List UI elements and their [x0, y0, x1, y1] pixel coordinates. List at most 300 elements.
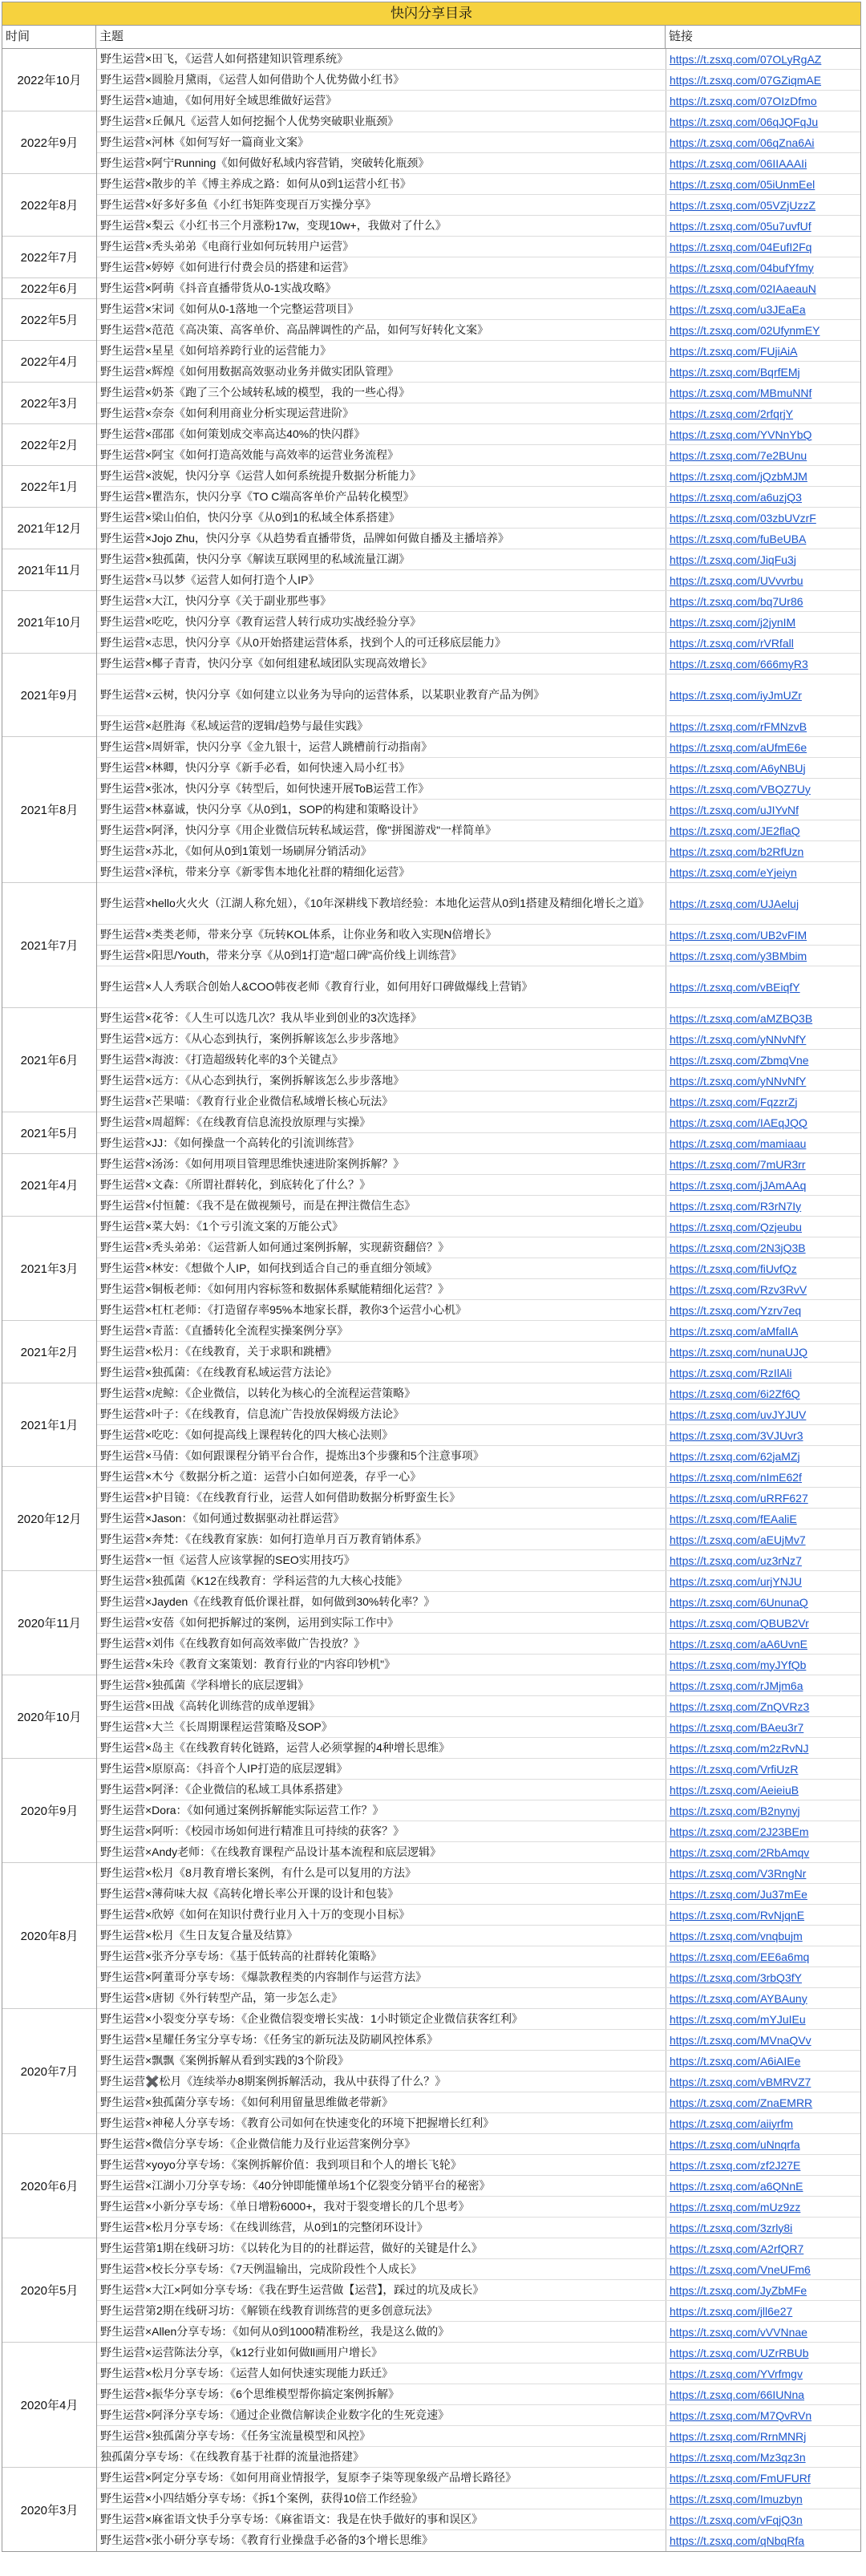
table-row: [97, 2468, 860, 2489]
link-cell[interactable]: https://t.zsxq.com/aUfmE6e: [670, 740, 807, 754]
topic-cell: 野生运营×林安：《想做个人IP，如何找到适合自己的垂直细分领域》: [97, 1258, 666, 1278]
topic-cell: 野生运营×赵胜海《私域运营的逻辑/趋势与最佳实践》: [97, 716, 666, 736]
month-cell: 2020年11月: [2, 1571, 96, 1675]
table-row: [97, 1842, 860, 1863]
table-row: [97, 1946, 860, 1967]
link-cell[interactable]: https://t.zsxq.com/02IAaeauN: [670, 281, 816, 295]
link-cell[interactable]: https://t.zsxq.com/6i2Zf6Q: [670, 1387, 800, 1400]
link-cell[interactable]: https://t.zsxq.com/A6yNBUj: [670, 761, 806, 775]
table-row: [97, 925, 860, 946]
table-row: [97, 2134, 860, 2155]
topic-cell: 野生运营×波妮，快闪分享《运营人如何系统提升数据分析能力》: [97, 466, 666, 486]
topic-cell: 野生运营×小新分享专场：《单日增粉6000+，我对于裂变增长的几个思考》: [97, 2197, 666, 2217]
table-row: [97, 1363, 860, 1383]
month-cell: 2021年4月: [2, 1154, 96, 1217]
table-row: [97, 1071, 860, 1092]
link-cell[interactable]: https://t.zsxq.com/Imuzbyn: [670, 2492, 803, 2505]
month-cell: 2020年7月: [2, 2009, 96, 2134]
link-cell[interactable]: https://t.zsxq.com/Yzrv7eq: [670, 1303, 802, 1317]
link-cell[interactable]: https://t.zsxq.com/66IUNna: [670, 2388, 805, 2401]
link-cell[interactable]: https://t.zsxq.com/vBEiqfY: [670, 980, 800, 994]
topic-cell: 野生运营第1期在线研习坊：《以转化为目的的社群运营，做好的关键是什么》: [97, 2238, 666, 2258]
link-cell[interactable]: https://t.zsxq.com/07GZiqmAE: [670, 73, 822, 87]
topic-cell: 野生运营×hello火火火（江湖人称允妞），《10年深耕线下教培经验：本地化运营从0到1搭建及精细化增长之道》: [97, 883, 666, 924]
table-row: [97, 2030, 860, 2051]
link-cell[interactable]: https://t.zsxq.com/VrfiUzR: [670, 1762, 799, 1776]
link-cell[interactable]: https://t.zsxq.com/aiiyrfm: [670, 2116, 794, 2130]
topic-cell: 野生运营×青蓝：《直播转化全流程实操案例分享》: [97, 1321, 666, 1341]
table-row: [97, 1863, 860, 1884]
link-cell[interactable]: https://t.zsxq.com/aEUjMv7: [670, 1533, 806, 1546]
topic-cell: 野生运营×吃吃：《如何提高线上课程转化的四大核心法则》: [97, 1425, 666, 1445]
link-cell[interactable]: https://t.zsxq.com/jJAmAAq: [670, 1178, 807, 1192]
month-cell: 2022年1月: [2, 466, 96, 508]
topic-cell: 野生运营×婷婷《如何进行付费会员的搭建和运营》: [97, 257, 666, 277]
table-row: [97, 1446, 860, 1467]
link-cell[interactable]: https://t.zsxq.com/2N3jQ3B: [670, 1241, 806, 1254]
table-row: [97, 2405, 860, 2426]
table-row: [97, 278, 860, 299]
month-cell: 2021年12月: [2, 508, 96, 549]
topic-cell: 野生运营×松月《生日友复合量及结算》: [97, 1926, 666, 1946]
link-cell[interactable]: https://t.zsxq.com/7mUR3rr: [670, 1157, 806, 1171]
table-row: [97, 1112, 860, 1133]
link-cell[interactable]: https://t.zsxq.com/yNNvNfY: [670, 1074, 807, 1088]
topic-cell: 野生运营×秃头弟弟《电商行业如何玩转用户运营》: [97, 237, 666, 257]
table-row: [97, 403, 860, 424]
table-row: [97, 1404, 860, 1425]
topic-cell: 野生运营第2期在线研习坊：《解锁在线教育训练营的更多创意玩法》: [97, 2301, 666, 2321]
link-cell[interactable]: https://t.zsxq.com/fEAaliE: [670, 1512, 797, 1525]
link-cell[interactable]: https://t.zsxq.com/rFMNzvB: [670, 719, 807, 733]
link-cell[interactable]: https://t.zsxq.com/05u7uvfUf: [670, 219, 811, 233]
link-cell[interactable]: https://t.zsxq.com/nImE62f: [670, 1470, 802, 1484]
link-cell[interactable]: https://t.zsxq.com/7e2BUnu: [670, 448, 807, 462]
topic-cell: 野生运营×JJ：《如何操盘一个高转化的引流训练营》: [97, 1133, 666, 1153]
table-row: [97, 612, 860, 633]
link-cell[interactable]: https://t.zsxq.com/uz3rNz7: [670, 1553, 802, 1567]
link-cell[interactable]: https://t.zsxq.com/JiqFu3j: [670, 553, 796, 566]
topic-cell: 野生运营×校长分享专场：《7天例温输出，完成阶段性个人成长》: [97, 2259, 666, 2279]
topic-cell: 野生运营×吃吃，快闪分享《教育运营人转行成功实战经验分享》: [97, 612, 666, 632]
topic-cell: 野生运营×大江，快闪分享《关于副业那些事》: [97, 591, 666, 611]
topic-cell: 野生运营×唐韧《外行转型产品，第一步怎么走》: [97, 1988, 666, 2008]
link-cell[interactable]: https://t.zsxq.com/a6uzjQ3: [670, 490, 802, 504]
table-row: [97, 674, 860, 716]
topic-cell: 野生运营×Allen分享专场：《如何从0到1000精准粉丝，我是这么做的》: [97, 2322, 666, 2342]
link-cell[interactable]: https://t.zsxq.com/05VZjUzzZ: [670, 198, 816, 212]
topic-cell: 野生运营×微信分享专场：《企业微信能力及行业运营案例分享》: [97, 2134, 666, 2154]
table-row: [97, 529, 860, 549]
table-row: [97, 758, 860, 779]
topic-cell: 野生运营×安蓓《如何把拆解过的案例，运用到实际工作中》: [97, 1613, 666, 1633]
link-cell[interactable]: https://t.zsxq.com/zf2J27E: [670, 2158, 801, 2172]
table-row: [97, 257, 860, 278]
link-cell[interactable]: https://t.zsxq.com/uRRF627: [670, 1491, 808, 1505]
topic-cell: 野生运营×松月分享专场：《在线训练营，从0到1的完整闭环设计》: [97, 2218, 666, 2238]
table-row: [97, 174, 860, 195]
topic-cell: 野生运营×秃头弟弟：《运营新人如何通过案例拆解，实现薪资翻倍？》: [97, 1237, 666, 1258]
link-cell[interactable]: https://t.zsxq.com/bq7Ur86: [670, 594, 803, 608]
month-cell: 2021年11月: [2, 549, 96, 591]
topic-cell: 野生运营×马倩：《如何跟课程分销平台合作，提炼出3个步骤和5个注意事项》: [97, 1446, 666, 1466]
topic-cell: 野生运营×独孤菌分享专场：《任务宝流量模型和风控》: [97, 2426, 666, 2446]
link-cell[interactable]: https://t.zsxq.com/UJAeluj: [670, 897, 799, 910]
link-cell[interactable]: https://t.zsxq.com/iyJmUZr: [670, 688, 802, 702]
topic-cell: 野生运营×星耀任务宝分享专场：《任务宝的新玩法及防刷风控体系》: [97, 2030, 666, 2050]
month-cell: 2022年3月: [2, 383, 96, 424]
topic-cell: 野生运营×散步的羊《博主养成之路：如何从0到1运营小红书》: [97, 174, 666, 194]
link-cell[interactable]: https://t.zsxq.com/AYBAuny: [670, 1991, 807, 2005]
table-row: [97, 1988, 860, 2009]
link-cell[interactable]: https://t.zsxq.com/ZnaEMRR: [670, 2096, 813, 2109]
link-cell[interactable]: https://t.zsxq.com/YVNnYbQ: [670, 427, 812, 441]
month-cell: 2020年12月: [2, 1467, 96, 1571]
table-row: [97, 2051, 860, 2072]
topic-cell: 野生运营×阿宁Running《如何做好私域内容营销，突破转化瓶颈》: [97, 153, 666, 173]
link-cell[interactable]: https://t.zsxq.com/Mz3qz3n: [670, 2450, 806, 2464]
topic-cell: 野生运营×Jojo Zhu，快闪分享《从趋势看直播带货，品牌如何做自播及主播培养》: [97, 529, 666, 549]
table-row: [97, 299, 860, 320]
link-cell[interactable]: https://t.zsxq.com/04EufI2Fq: [670, 240, 812, 253]
month-cell: 2022年8月: [2, 174, 96, 237]
table-row: [97, 341, 860, 362]
link-cell[interactable]: https://t.zsxq.com/666myR3: [670, 657, 808, 670]
topic-cell: 野生运营×邵邵《如何策划成交率高达40%的快闪群》: [97, 424, 666, 444]
link-cell[interactable]: https://t.zsxq.com/06qJQFqJu: [670, 115, 819, 128]
topic-cell: 野生运营×阿定分享专场：《如何用商业情报学，复原李子柒等现象级产品增长路径》: [97, 2468, 666, 2488]
table-row: [97, 2384, 860, 2405]
table-row: [97, 132, 860, 153]
table-row: [97, 1780, 860, 1800]
table-row: [97, 1905, 860, 1926]
link-cell[interactable]: https://t.zsxq.com/MVnaQVv: [670, 2033, 811, 2047]
table-row: [97, 1821, 860, 1842]
link-cell[interactable]: https://t.zsxq.com/vVVNnae: [670, 2325, 807, 2339]
topic-cell: 野生运营×周妍霏，快闪分享《金九银十，运营人跳槽前行动指南》: [97, 737, 666, 757]
link-cell[interactable]: https://t.zsxq.com/06IIAAAIi: [670, 156, 807, 170]
table-row: [97, 1258, 860, 1279]
link-cell[interactable]: https://t.zsxq.com/vnqbujm: [670, 1929, 803, 1942]
link-cell[interactable]: https://t.zsxq.com/A6iAIEe: [670, 2054, 801, 2068]
header-time: 时间: [2, 26, 96, 48]
table-row: [97, 2530, 860, 2551]
topic-cell: 野生运营×付恒麓：《我不是在做视频号，而是在押注微信生态》: [97, 1196, 666, 1216]
table-row: [97, 1759, 860, 1780]
link-cell[interactable]: https://t.zsxq.com/2RbAmqv: [670, 1845, 810, 1859]
topic-cell: 野生运营×护目镜：《在线教育行业，运营人如何借助数据分析野蛮生长》: [97, 1488, 666, 1508]
link-cell[interactable]: https://t.zsxq.com/nunaUJQ: [670, 1345, 807, 1359]
topic-cell: 野生运营×运营陈法分享，《k12行业如何做ll画用户增长》: [97, 2343, 666, 2363]
table-row: [97, 2301, 860, 2322]
link-cell[interactable]: https://t.zsxq.com/Ju37mEe: [670, 1887, 807, 1901]
month-cell: 2021年1月: [2, 1383, 96, 1467]
table-row: [97, 153, 860, 174]
topic-cell: 野生运营×辉煌《如何用数据高效驱动业务并做实团队管理》: [97, 362, 666, 382]
table-row: [97, 883, 860, 925]
link-cell[interactable]: https://t.zsxq.com/62jaMZj: [670, 1449, 800, 1463]
topic-cell: 野生运营×阿宝《如何打造高效能与高效率的运营业务流程》: [97, 445, 666, 465]
topic-cell: 野生运营×远方：《从心态到执行，案例拆解该怎么步步落地》: [97, 1071, 666, 1091]
month-cell: 2021年7月: [2, 883, 96, 1008]
topic-cell: 野生运营×迪迪，《如何用好全域思维做好运营》: [97, 91, 666, 111]
topic-cell: 野生运营×奔梵：《在线教育家族：如何打造单月百万教育销体系》: [97, 1529, 666, 1549]
link-cell[interactable]: https://t.zsxq.com/JyZbMFe: [670, 2283, 807, 2297]
topic-cell: 野生运营×张冰，快闪分享《转型后，如何快速开展ToB运营工作》: [97, 779, 666, 799]
link-cell[interactable]: https://t.zsxq.com/vFqjQ3n: [670, 2513, 803, 2526]
month-cell: 2021年5月: [2, 1112, 96, 1154]
link-cell[interactable]: https://t.zsxq.com/B2nynyj: [670, 1804, 800, 1817]
link-cell[interactable]: https://t.zsxq.com/AeieiuB: [670, 1783, 799, 1796]
topic-cell: 野生运营×Jason：《如何通过数据驱动社群运营》: [97, 1509, 666, 1529]
link-cell[interactable]: https://t.zsxq.com/FqzzrZj: [670, 1095, 798, 1108]
table-row: [97, 591, 860, 612]
table-row: [97, 383, 860, 403]
table-row: [97, 1383, 860, 1404]
topic-cell: 野生运营×朱玲《教育文案策划：教育行业的"内容印钞机"》: [97, 1655, 666, 1675]
link-cell[interactable]: https://t.zsxq.com/UVvvrbu: [670, 573, 803, 587]
table-row: [97, 716, 860, 737]
table-row: [97, 1613, 860, 1634]
link-cell[interactable]: https://t.zsxq.com/rJMjm6a: [670, 1679, 803, 1692]
table-row: [97, 1196, 860, 1217]
topic-cell: 野生运营×阿董哥分享专场：《爆款教程类的内容制作与运营方法》: [97, 1967, 666, 1987]
link-cell[interactable]: https://t.zsxq.com/eYjeiyn: [670, 865, 797, 879]
link-cell[interactable]: https://t.zsxq.com/JE2flaQ: [670, 824, 800, 837]
link-cell[interactable]: https://t.zsxq.com/myJYfQb: [670, 1658, 807, 1671]
link-cell[interactable]: https://t.zsxq.com/BAeu3r7: [670, 1720, 804, 1734]
link-cell[interactable]: https://t.zsxq.com/BqrfEMj: [670, 365, 800, 379]
month-cell: 2022年10月: [2, 49, 96, 111]
link-cell[interactable]: https://t.zsxq.com/j2jynIM: [670, 615, 796, 629]
table-row: [97, 1425, 860, 1446]
month-cell: 2022年9月: [2, 111, 96, 174]
table-row: [97, 1300, 860, 1321]
topic-cell: 野生运营×松月：《在线教育，关于求职和跳槽》: [97, 1342, 666, 1362]
link-cell[interactable]: https://t.zsxq.com/RrnMNRj: [670, 2429, 807, 2443]
header-topic: 主题: [96, 26, 666, 48]
link-cell[interactable]: https://t.zsxq.com/y3BMbim: [670, 949, 807, 962]
table-row: [97, 1926, 860, 1946]
table-row: [97, 2489, 860, 2509]
table-row: [97, 1634, 860, 1655]
topic-cell: 野生运营×阿听：《校园市场如何进行精准且可持续的获客？》: [97, 1821, 666, 1841]
link-cell[interactable]: https://t.zsxq.com/2rfqrjY: [670, 407, 794, 420]
month-cell: 2021年2月: [2, 1321, 96, 1383]
link-cell[interactable]: https://t.zsxq.com/M7QvRVn: [670, 2408, 812, 2422]
link-cell[interactable]: https://t.zsxq.com/07OIzDfmo: [670, 94, 817, 107]
table-row: [97, 2176, 860, 2197]
month-cell: 2020年10月: [2, 1675, 96, 1759]
link-cell[interactable]: https://t.zsxq.com/02UfynmEY: [670, 323, 820, 337]
link-cell[interactable]: https://t.zsxq.com/a6QNnE: [670, 2179, 803, 2193]
link-cell[interactable]: https://t.zsxq.com/6UnunaQ: [670, 1595, 808, 1609]
link-cell[interactable]: https://t.zsxq.com/V3RngNr: [670, 1866, 807, 1880]
link-cell[interactable]: https://t.zsxq.com/rVRfall: [670, 636, 794, 650]
topic-cell: 野生运营×Jayden《在线教育低价课社群，如何做到30%转化率？》: [97, 1592, 666, 1612]
topic-cell: 野生运营×梁山伯伯，快闪分享《从0到1的私域全体系搭建》: [97, 508, 666, 528]
link-cell[interactable]: https://t.zsxq.com/VBQZ7Uy: [670, 782, 811, 796]
topic-cell: 野生运营×范范《高决策、高客单价、高品牌调性的产品，如何写好转化文案》: [97, 320, 666, 340]
topic-cell: 野生运营×虎鲸：《企业微信，以转化为核心的全流程运营策略》: [97, 1383, 666, 1403]
link-cell[interactable]: https://t.zsxq.com/VneUFm6: [670, 2262, 811, 2276]
link-cell[interactable]: https://t.zsxq.com/03zbUVzrF: [670, 511, 816, 525]
month-cell: 2021年10月: [2, 591, 96, 654]
topic-cell: 野生运营×阿泽：《企业微信的私域工具体系搭建》: [97, 1780, 666, 1800]
topic-cell: 野生运营×奶茶《跑了三个公域转私域的模型，我的一些心得》: [97, 383, 666, 403]
topic-cell: 野生运营✖️松月《连续举办8期案例拆解活动，我从中获得了什么？》: [97, 2072, 666, 2092]
topic-cell: 野生运营×原原高：《抖音个人IP打造的底层逻辑》: [97, 1759, 666, 1779]
link-cell[interactable]: https://t.zsxq.com/2J23BEm: [670, 1825, 809, 1838]
link-cell[interactable]: https://t.zsxq.com/R3rN7Iy: [670, 1199, 802, 1213]
link-cell[interactable]: https://t.zsxq.com/vBMRVZ7: [670, 2075, 811, 2088]
table-row: [97, 2092, 860, 2113]
link-cell[interactable]: https://t.zsxq.com/IAEqJQQ: [670, 1116, 807, 1129]
table-row: [97, 216, 860, 237]
table-row: [97, 1217, 860, 1237]
table-row: [97, 570, 860, 591]
link-cell[interactable]: https://t.zsxq.com/A2rfQR7: [670, 2242, 804, 2255]
topic-cell: 野生运营×独孤菌，快闪分享《解读互联网里的私域流量江湖》: [97, 549, 666, 569]
table-row: [97, 2218, 860, 2238]
topic-cell: 野生运营×小裂变分享专场：《企业微信裂变增长实战：1小时锁定企业微信获客红利》: [97, 2009, 666, 2029]
topic-cell: 野生运营×阿泽，快闪分享《用企业微信玩转私域运营，像"拼图游戏"一样简单》: [97, 820, 666, 840]
topic-cell: 野生运营×刘伟《在线教育如何高效率做广告投放？》: [97, 1634, 666, 1654]
link-cell[interactable]: https://t.zsxq.com/MBmuNNf: [670, 386, 812, 399]
directory-table: [2, 49, 861, 2552]
topic-cell: 野生运营×yoyo分享专场：《案例拆解价值：我到项目和个人的增长飞轮》: [97, 2155, 666, 2175]
table-row: [97, 2322, 860, 2343]
table-row: [97, 111, 860, 132]
link-cell[interactable]: https://t.zsxq.com/3rbQ3fY: [670, 1970, 802, 1984]
link-cell[interactable]: https://t.zsxq.com/Qzjeubu: [670, 1220, 802, 1233]
link-cell[interactable]: https://t.zsxq.com/3zrly8i: [670, 2221, 793, 2234]
table-row: [97, 1279, 860, 1300]
link-cell[interactable]: https://t.zsxq.com/FUjiAiA: [670, 344, 798, 358]
table-row: [97, 424, 860, 445]
table-row: [97, 237, 860, 257]
link-cell[interactable]: https://t.zsxq.com/mUz9zz: [670, 2200, 801, 2213]
table-row: [97, 1509, 860, 1529]
sheet-title: 快闪分享目录: [2, 2, 861, 26]
month-cell: 2022年2月: [2, 424, 96, 466]
topic-cell: 野生运营×云树，快闪分享《如何建立以业务为导向的运营体系，以某职业教育产品为例》: [97, 674, 666, 715]
month-cell: 2022年4月: [2, 341, 96, 383]
link-cell[interactable]: https://t.zsxq.com/04bufYfmy: [670, 261, 814, 274]
table-row: [97, 737, 860, 758]
table-row: [97, 633, 860, 654]
table-row: [97, 362, 860, 383]
table-row: [97, 487, 860, 508]
table-row: [97, 1800, 860, 1821]
table-row: [97, 549, 860, 570]
link-cell[interactable]: https://t.zsxq.com/b2RfUzn: [670, 844, 804, 858]
topic-cell: 野生运营×梨云《小红书三个月涨粉17w，变现10w+，我做对了什么》: [97, 216, 666, 236]
link-cell[interactable]: https://t.zsxq.com/m2zRvNJ: [670, 1741, 809, 1755]
topic-cell: 野生运营×麻雀语文快手分享专场：《麻雀语文：我是在快手做好的事和误区》: [97, 2509, 666, 2529]
link-cell[interactable]: https://t.zsxq.com/YVrfmgv: [670, 2367, 803, 2380]
topic-cell: 野生运营×椰子青青，快闪分享《如何组建私域团队实现高效增长》: [97, 654, 666, 674]
link-cell[interactable]: https://t.zsxq.com/yNNvNfY: [670, 1032, 807, 1046]
table-row: [97, 779, 860, 800]
month-cell: 2020年9月: [2, 1759, 96, 1863]
link-cell[interactable]: https://t.zsxq.com/ZbmqVne: [670, 1053, 809, 1067]
table-row: [97, 1029, 860, 1050]
link-cell[interactable]: https://t.zsxq.com/aA6UvnE: [670, 1637, 807, 1651]
link-cell[interactable]: https://t.zsxq.com/jQzbMJM: [670, 469, 807, 483]
link-cell[interactable]: https://t.zsxq.com/UZrRBUb: [670, 2346, 809, 2359]
table-row: [97, 862, 860, 883]
month-cell: 2022年5月: [2, 299, 96, 341]
link-cell[interactable]: https://t.zsxq.com/QBUB2Vr: [670, 1616, 809, 1630]
topic-cell: 野生运营×欣婷《如何在知识付费行业月入十万的变现小目标》: [97, 1905, 666, 1925]
link-cell[interactable]: https://t.zsxq.com/mYJuIEu: [670, 2012, 806, 2026]
link-cell[interactable]: https://t.zsxq.com/FmUFURf: [670, 2471, 811, 2485]
month-cell: 2022年7月: [2, 237, 96, 278]
month-cell: 2020年6月: [2, 2134, 96, 2238]
topic-cell: 独孤菌分享专场：《在线教育基于社群的流量池搭建》: [97, 2447, 666, 2467]
link-cell[interactable]: https://t.zsxq.com/aMfalIA: [670, 1324, 799, 1338]
table-row: [97, 2072, 860, 2092]
link-cell[interactable]: https://t.zsxq.com/RvNjqnE: [670, 1908, 805, 1922]
topic-cell: 野生运营×大江×阿如分享专场：《我在野生运营做【运营】，踩过的坑及成长》: [97, 2280, 666, 2300]
link-cell[interactable]: https://t.zsxq.com/3VJUvr3: [670, 1428, 803, 1442]
topic-cell: 野生运营×类类老师，带来分享《玩转KOL体系，让你业务和收入实现N倍增长》: [97, 925, 666, 945]
link-cell[interactable]: https://t.zsxq.com/jll6e27: [670, 2304, 793, 2318]
link-cell[interactable]: https://t.zsxq.com/u3JEaEa: [670, 302, 806, 316]
table-row: [97, 2009, 860, 2030]
link-cell[interactable]: https://t.zsxq.com/uJIYvNf: [670, 803, 799, 816]
table-row: [97, 1321, 860, 1342]
link-cell[interactable]: https://t.zsxq.com/ZnQVRz3: [670, 1699, 810, 1713]
link-cell[interactable]: https://t.zsxq.com/07OLyRgAZ: [670, 52, 822, 66]
topic-cell: 野生运营×杠杠老师：《打造留存率95%本地家长群，教你3个运营小心机》: [97, 1300, 666, 1320]
table-row: [97, 946, 860, 966]
link-cell[interactable]: https://t.zsxq.com/05iUnmEel: [670, 177, 815, 191]
topic-cell: 野生运营×田战《高转化训练营的成单逻辑》: [97, 1696, 666, 1716]
link-cell[interactable]: https://t.zsxq.com/urjYNJU: [670, 1574, 802, 1588]
table-row: [97, 820, 860, 841]
link-cell[interactable]: https://t.zsxq.com/mamiaau: [670, 1136, 807, 1150]
link-cell[interactable]: https://t.zsxq.com/qNbqRfa: [670, 2534, 805, 2547]
table-row: [97, 2197, 860, 2218]
link-cell[interactable]: https://t.zsxq.com/aMZBQ3B: [670, 1011, 813, 1025]
topic-cell: 野生运营×田飞，《运营人如何搭建知识管理系统》: [97, 49, 666, 69]
topic-cell: 野生运营×苏北，《如何从0到1策划一场刷屏分销活动》: [97, 841, 666, 861]
topic-cell: 野生运营×Dora：《如何通过案例拆解能实际运营工作？》: [97, 1800, 666, 1821]
topic-cell: 野生运营×一恒《运营人应该掌握的SEO实用技巧》: [97, 1550, 666, 1570]
link-cell[interactable]: https://t.zsxq.com/06qZna6Ai: [670, 136, 815, 149]
link-cell[interactable]: https://t.zsxq.com/uvJYJUV: [670, 1407, 807, 1421]
month-cell: 2022年6月: [2, 278, 96, 299]
link-cell[interactable]: https://t.zsxq.com/fuBeUBA: [670, 532, 807, 545]
link-cell[interactable]: https://t.zsxq.com/Rzv3RvV: [670, 1282, 807, 1296]
table-row: [97, 1133, 860, 1154]
table-row: [97, 1175, 860, 1196]
table-row: [97, 1717, 860, 1738]
link-cell[interactable]: https://t.zsxq.com/RzIlAli: [670, 1366, 792, 1379]
link-cell[interactable]: https://t.zsxq.com/EE6a6mq: [670, 1950, 810, 1963]
entry-rows: [97, 49, 860, 2551]
link-cell[interactable]: https://t.zsxq.com/UB2vFIM: [670, 928, 807, 942]
table-row: [97, 1738, 860, 1759]
topic-cell: 野生运营×宋词《如何从0-1落地一个完整运营项目》: [97, 299, 666, 319]
topic-cell: 野生运营×奈奈《如何利用商业分析实现运营进阶》: [97, 403, 666, 423]
link-cell[interactable]: https://t.zsxq.com/uNnqrfa: [670, 2137, 800, 2151]
month-cell: 2021年9月: [2, 654, 96, 737]
topic-cell: 野生运营×振华分享专场：《6个思维模型帮你搞定案例拆解》: [97, 2384, 666, 2404]
link-cell[interactable]: https://t.zsxq.com/fiUvfQz: [670, 1262, 797, 1275]
